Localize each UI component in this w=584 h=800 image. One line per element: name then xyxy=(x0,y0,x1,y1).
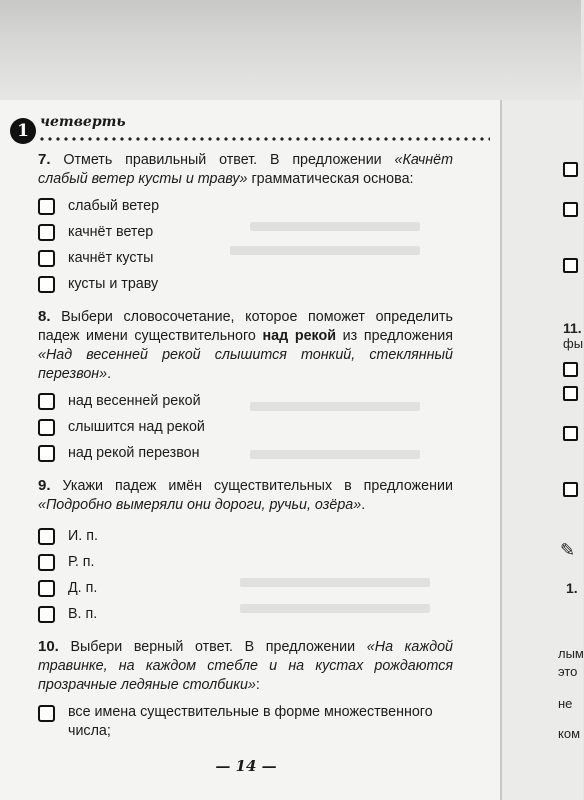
quoted-sentence: «Над весенней рекой слышится тонкий, стеклянный перезвон» xyxy=(38,347,453,382)
dotted-rule xyxy=(38,136,490,142)
answer-option[interactable] xyxy=(38,601,453,627)
option-label: качнёт ветер xyxy=(68,224,154,240)
question-9-text xyxy=(38,476,453,515)
checkbox[interactable] xyxy=(38,705,55,722)
side-question-number: 1. xyxy=(566,580,578,596)
checkbox[interactable] xyxy=(38,393,55,410)
checkbox xyxy=(563,362,578,377)
option-label: В. п. xyxy=(68,606,98,622)
question-number: 8. xyxy=(38,308,51,325)
question-text: Выбери верный ответ. В предложении xyxy=(58,639,367,655)
options-list xyxy=(38,703,453,741)
target-phrase: над рекой xyxy=(262,328,337,344)
quoted-sentence: «Подробно вымеряли они дороги, ручьи, озёра» xyxy=(38,497,362,513)
question-8 xyxy=(38,307,453,466)
answer-option[interactable] xyxy=(38,271,453,297)
answer-option[interactable] xyxy=(38,523,453,549)
quarter-label: четверть xyxy=(40,114,126,130)
option-label: кусты и траву xyxy=(68,276,159,292)
checkbox[interactable] xyxy=(38,445,55,462)
answer-option[interactable] xyxy=(38,440,453,466)
side-question-number: 11. xyxy=(563,320,582,336)
checkbox xyxy=(563,426,578,441)
option-label: все имена существительные в форме множественного числа; xyxy=(68,704,433,739)
question-text: Отметь правильный ответ. В предложении xyxy=(50,152,395,168)
side-text: не xyxy=(558,696,573,711)
side-text: фы xyxy=(563,336,584,351)
questions xyxy=(38,150,453,751)
page-number: — 14 — xyxy=(215,757,277,775)
options-list xyxy=(38,388,453,466)
side-text: это xyxy=(558,664,578,679)
question-number: 9. xyxy=(38,477,51,494)
answer-option[interactable] xyxy=(38,575,453,601)
option-label: над весенней рекой xyxy=(68,393,201,409)
pen-icon: ✎ xyxy=(560,540,576,560)
checkbox[interactable] xyxy=(38,528,55,545)
quarter-header xyxy=(10,114,490,154)
answer-option[interactable] xyxy=(38,388,453,414)
checkbox xyxy=(563,482,578,497)
checkbox[interactable] xyxy=(38,606,55,623)
question-7-text xyxy=(38,150,453,189)
checkbox[interactable] xyxy=(38,224,55,241)
checkbox xyxy=(563,386,578,401)
question-10 xyxy=(38,637,453,741)
answer-option[interactable] xyxy=(38,414,453,440)
options-list xyxy=(38,523,453,627)
option-label: И. п. xyxy=(68,528,98,544)
quoted-sentence: «На каждой травинке, на каждом стебле и на кустах рождаются прозрачные ледяные столбики» xyxy=(38,639,453,693)
checkbox[interactable] xyxy=(38,419,55,436)
question-text: Укажи падеж имён существительных в предложении xyxy=(50,478,453,494)
option-label: слышится над рекой xyxy=(68,419,205,435)
question-text: грамматическая основа: xyxy=(247,171,414,187)
quarter-badge: 1 xyxy=(10,118,36,144)
checkbox xyxy=(563,202,578,217)
question-text: из предложения xyxy=(336,328,453,344)
side-text: ком xyxy=(558,726,581,741)
quoted-sentence: «Качнёт слабый ветер кусты и траву» xyxy=(38,152,453,187)
question-text: . xyxy=(361,497,366,513)
checkbox[interactable] xyxy=(38,276,55,293)
option-label: над рекой перезвон xyxy=(68,445,200,461)
question-7 xyxy=(38,150,453,297)
question-10-text xyxy=(38,637,453,695)
checkbox xyxy=(563,162,578,177)
option-label: Д. п. xyxy=(68,580,98,596)
option-label: качнёт кусты xyxy=(68,250,154,266)
answer-option[interactable] xyxy=(38,193,453,219)
answer-option[interactable] xyxy=(38,549,453,575)
answer-option[interactable] xyxy=(38,245,453,271)
checkbox[interactable] xyxy=(38,250,55,267)
question-8-text xyxy=(38,307,453,384)
answer-option[interactable] xyxy=(38,703,453,741)
question-text: . xyxy=(107,366,112,382)
question-number: 10. xyxy=(38,638,59,655)
top-blur-area xyxy=(0,0,581,110)
side-text: лым xyxy=(558,646,584,661)
option-label: Р. п. xyxy=(68,554,95,570)
option-label: слабый ветер xyxy=(68,198,160,214)
question-9 xyxy=(38,476,453,627)
options-list xyxy=(38,193,453,297)
checkbox xyxy=(563,258,578,273)
checkbox[interactable] xyxy=(38,580,55,597)
checkbox[interactable] xyxy=(38,198,55,215)
question-text: : xyxy=(255,677,260,693)
checkbox[interactable] xyxy=(38,554,55,571)
answer-option[interactable] xyxy=(38,219,453,245)
question-text: Выбери словосочетание, которое поможет определить падеж имени существительного xyxy=(38,309,453,344)
question-number: 7. xyxy=(38,151,51,168)
